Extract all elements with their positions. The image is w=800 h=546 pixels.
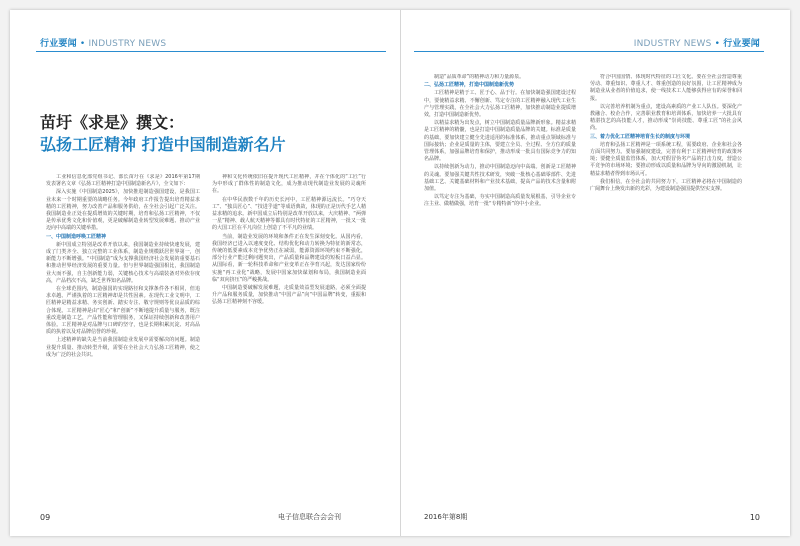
section-separator: •	[714, 39, 721, 49]
issue-label: 2016年第8期	[424, 513, 468, 521]
publication-name: 电子信息联合会会刊	[278, 513, 341, 521]
article-column-2	[212, 174, 366, 506]
section-label-en: INDUSTRY NEWS	[633, 39, 712, 49]
body-paragraph: 以完善培养机制为重点，建设高素质的产业工人队伍。要深化产教融合、校企合作，完善职业教育和培训体系，加快培养一大批具有精湛技艺的高技能人才，推动形成“崇尚技能、尊重工匠”的社会风尚。	[590, 103, 742, 132]
section-header-left	[40, 36, 166, 49]
body-paragraph: 以精益求精为出发点，树立中国制造质量品牌新形象。精益求精是工匠精神的精髓，也是打造中国制造质量品牌的关键。标准是质量的基础，要加快建立健全先进适用的标准体系，推动重点领域标准与国际接轨；企业是质量的主体，要建立全员、全过程、全方位的质量管理体系，加强品牌培育和保护，推动形成一批具有国际竞争力的知名品牌。	[424, 120, 576, 163]
body-paragraph: 新中国成立特别是改革开放以来，我国制造业持续快速发展，建成了门类齐全、独立完整的工业体系，制造业规模跃居世界第一，创新能力不断增强。“中国制造”成为支撑我国经济社会发展的重要基石和推动世界经济发展的重要力量。但与世界制造强国相比，我国制造业大而不强，自主创新能力弱，关键核心技术与高端装备对外依存度高，产品档次不高，缺乏世界知名品牌。	[46, 241, 200, 284]
body-paragraph: 深入实施《中国制造2025》，加快推进制造强国建设，是我国工业未来一个时期重要的战略任务。今年政府工作报告提出培育精益求精的工匠精神，努力改善产品和服务供给，在全社会引起广泛关注。我国制造业正处在提质增效的关键时期，培育和弘扬工匠精神，不仅是传承优秀文化和价值观，更是破解制造业转型发展难题、推动产业迈向中高端的关键举措。	[46, 189, 200, 232]
magazine-spread	[10, 10, 790, 536]
article-column-1	[46, 174, 200, 506]
body-paragraph: 工业和信息化部党组书记、部长苗圩在《求是》2016年第17期发表署名文章《弘扬工匠精神打造中国制造新名片》，全文如下：	[46, 174, 200, 188]
page-number-right: 10	[749, 513, 760, 522]
body-paragraph: 在全球范围内，制造强国的实现路径和支撑条件各不相同，但追求卓越、严谨执着的工匠精神却是共性因素。在现代工业文明中，工匠精神是精益求精、务实创新、踏实专注、敬守规则等优良品质的综合体现。工匠精神是由“匠心”和“创新”不断地提升质量与服务，既注重改进制造工艺，产品性能和管理服务，又保证持续创新和改善用户体验。工匠精神是对品牌与口碑的坚守，也是长期积累沉淀、对高品质的执着以及对品牌信誉的珍视。	[46, 286, 200, 336]
body-paragraph: 在中华民族数千年的历史长河中，工匠精神源远流长。“巧夺天工”、“独具匠心”、“技进乎道”等成语典故，体现的正是历代手艺人精益求精的追求。新中国成立后特别是改革开放以来，大庆精神、“两弹一星”精神、载人航天精神等都具有时代特征的工匠精神，一批又一批的大国工匠在平凡岗位上创造了不平凡的业绩。	[212, 196, 366, 232]
body-paragraph: 我们相信，在全社会的共同努力下，工匠精神必将在中国制造的广阔舞台上焕发出新的光彩，为建设制造强国提供坚实支撑。	[590, 178, 742, 193]
body-paragraph: 上述精神的缺失是当前我国制造业发展中需要解决的问题。制造业提升质量、推动转型升级，需要在全社会大力弘扬工匠精神，使之成为广泛的社会共识。	[46, 337, 200, 358]
body-paragraph: 制造“品质革命”的精神动力和力量源泉。	[434, 74, 525, 80]
section-label-zh: 行业要闻	[40, 39, 77, 49]
section-label-zh: 行业要闻	[723, 39, 760, 49]
body-paragraph: 以持续创新为动力，推动中国制造迈向中高端。创新是工匠精神的灵魂。要加强关键共性技术研发，突破一批核心基础零部件、先进基础工艺、关键基础材料和产业技术基础，提高产品的技术含量和附加值。	[424, 164, 576, 193]
article-column-3	[424, 74, 576, 506]
section-separator: •	[79, 39, 86, 49]
article-column-4	[590, 74, 742, 506]
page-fold	[400, 10, 401, 536]
body-paragraph: 当前，制造业发展的环境和条件正在发生深刻变化。从国内看，我国经济已进入以速度变化、结构优化和动力转换为特征的新常态，传统的低要素成本竞争优势正在减弱，能源资源环境约束不断强化，部分行业产能过剩问题突出，产品质量和品牌建设的短板日益凸显。从国际看，新一轮科技革命和产业变革正在孕育兴起，发达国家纷纷实施“再工业化”战略，发展中国家加快谋划和布局，我国制造业面临“双向挤压”的严峻挑战。	[212, 233, 366, 283]
section-label-en: INDUSTRY NEWS	[88, 39, 167, 49]
section-header-right	[634, 36, 760, 49]
article-title: 苗圩《求是》撰文：	[40, 113, 185, 132]
body-paragraph: 以笃定专注为基础，夯实中国制造高质量发展根基，引导企业专注主业、做精做强，培育一批“专精特新”的中小企业。	[424, 194, 576, 208]
page-number-left: 09	[40, 513, 51, 522]
body-paragraph: 符合中国国情、体现时代特征的工匠文化。要在全社会营造尊重劳动、尊重知识、尊重人才、尊重创造的良好氛围，让工匠精神成为制造业从业者的价值追求，使一线技术工人能够获得应有的荣誉和回报。	[590, 74, 742, 102]
body-paragraph: 工匠精神是精于工、匠于心、品于行。在加快制造强国建设过程中，要使精益求精、不懈创新、笃定专注的工匠精神融入现代工业生产与管理实践，在全社会大力弘扬工匠精神，加快推动制造业提质增效，打造中国制造新优势。	[424, 90, 576, 119]
section-heading: 一、中国制造呼唤工匠精神	[46, 233, 107, 240]
body-paragraph: 神和文化传统依旧在提升现代工匠精神，并在个体化的“工匠”行为中形成了群体性的制造文化，成为推动现代制造业发展的灵魂所在。	[212, 174, 366, 195]
header-rule-left	[36, 51, 386, 52]
section-heading: 三、着力优化工匠精神培育生长的制度与环境	[590, 133, 691, 140]
section-heading: 二、弘扬工匠精神，打造中国制造新优势	[424, 82, 515, 89]
body-paragraph: 中国制造要破解发展难题，走质量效益型发展道路，必须全面提升产品和服务质量，加快推动“中国产品”向“中国品牌”转变，重振和弘扬工匠精神刻不容缓。	[212, 285, 366, 306]
header-rule-right	[414, 51, 764, 52]
article-subtitle: 弘扬工匠精神 打造中国制造新名片	[40, 135, 286, 154]
body-paragraph: 培育和弘扬工匠精神是一项系统工程，需要政府、企业和社会各方面共同努力。要加强制度建设，完善有利于工匠精神培育的政策环境；要健全质量监管体系，加大对假冒伪劣产品的打击力度，营造公平竞争的市场环境；要推动形成以质量和品牌为导向的激励机制，让精益求精者得到市场认可。	[590, 141, 742, 177]
